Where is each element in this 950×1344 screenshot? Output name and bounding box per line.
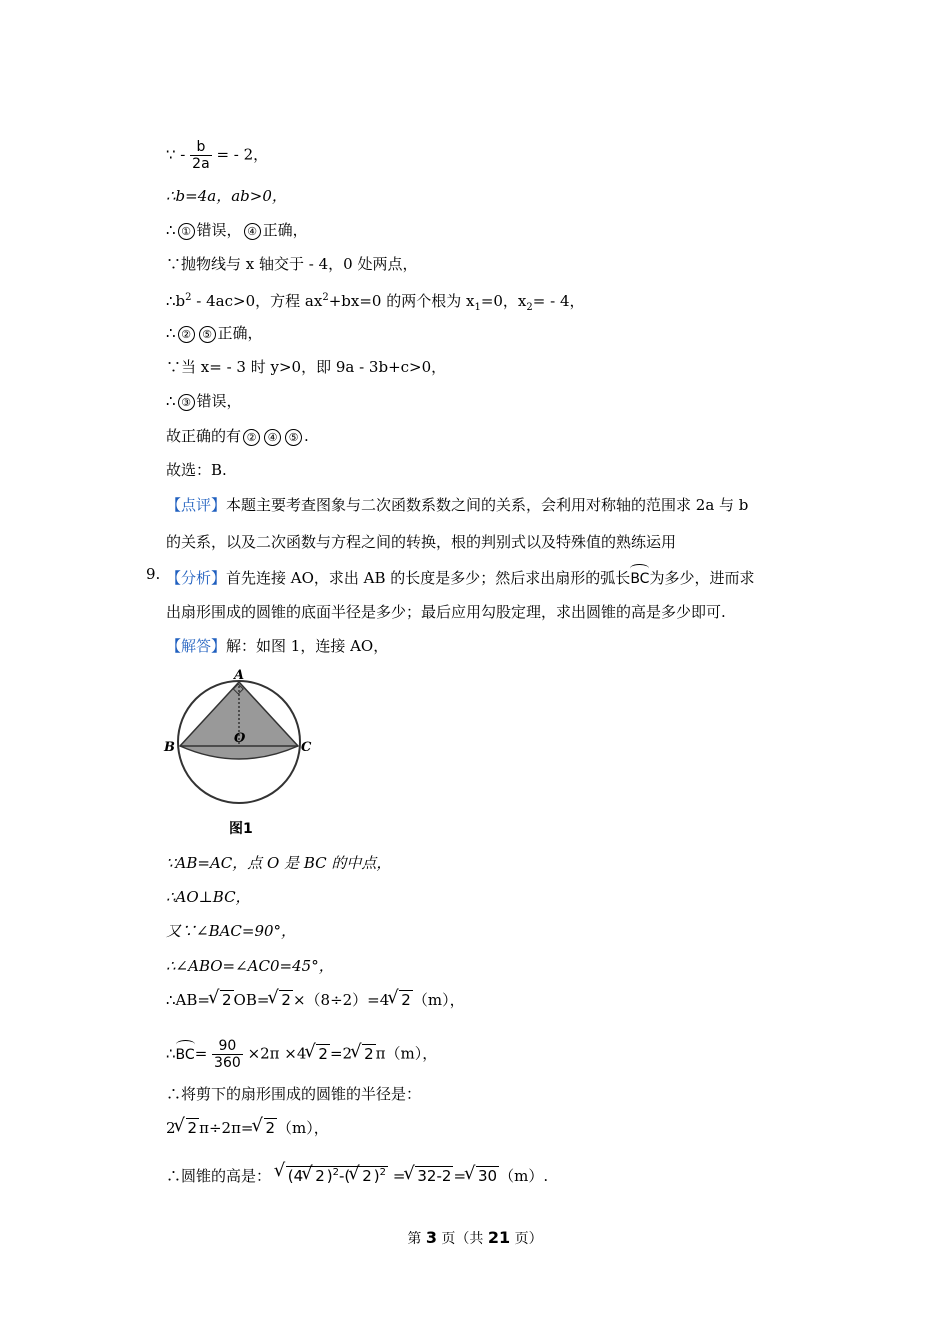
line-radius-label: ∴将剪下的扇形围成的圆锥的半径是： [166, 1085, 422, 1103]
line-x-minus-3: ∵当 x= - 3 时 y>0，即 9a - 3b+c>0， [166, 358, 447, 376]
comment-tag: 【点评】 [166, 496, 227, 514]
figure-caption: 图1 [229, 821, 253, 837]
question-number: 9. [146, 565, 161, 583]
figure-label-c: C [301, 740, 312, 755]
answer-tag: 【解答】 [166, 637, 227, 655]
comment-line-1: 【点评】本题主要考查图象与二次函数系数之间的关系，会利用对称轴的范围求 2a 与 b [166, 496, 749, 514]
line-3: ∴ ③ 错误， [166, 392, 242, 410]
line-arc-length: ∴BC= $\frac{90}{360}$ ×2π ×4√ 2 =2√ 2 π（m）， [166, 1038, 437, 1071]
analysis-line-1: 【分析】首先连接 AO，求出 AB 的长度是多少；然后求出扇形的弧长BC为多少，进而求 [166, 565, 754, 589]
line-ab-ac: ∵AB=AC，点 O 是 BC 的中点， [166, 854, 392, 872]
line-ab-value: ∴AB=√ 2 OB=√ 2 ×（8÷2）=4√ 2 （m）， [166, 990, 465, 1010]
answer-line-1: 【解答】解：如图 1，连接 AO， [166, 637, 389, 655]
line-parabola: ∵抛物线与 x 轴交于 - 4，0 处两点， [166, 255, 418, 273]
line-abo: ∴∠ABO=∠AC0=45°， [166, 957, 334, 975]
figure-1 [160, 662, 330, 842]
figure-label-b: B [164, 740, 175, 755]
analysis-tag: 【分析】 [166, 569, 227, 587]
line-ao-perp: ∴AO⊥BC， [166, 888, 251, 906]
page-footer: 第 3 页（共 21 页） [407, 1228, 543, 1247]
line-1-4: ∴ ① 错误， ④ 正确， [166, 221, 308, 239]
line-2-5: ∴ ② ⑤ 正确， [166, 324, 263, 342]
comment-line-2: 的关系，以及二次函数与方程之间的转换，根的判别式以及特殊值的熟练运用 [166, 533, 677, 551]
figure-label-a: A [234, 668, 245, 683]
line-correct: 故正确的有 ② ④ ⑤ . [166, 427, 309, 445]
line-vertex-eq: ∵ - $\frac{b}{2a}$ = - 2， [166, 139, 269, 172]
line-discriminant: $\therefore b^2 - 4ac>0$，方程 $ax^2+bx=0$ 的两个根为 $x_1=0$，$x_2= - 4$， [166, 292, 585, 313]
line-choice: 故选：B. [166, 461, 227, 479]
line-b-4a: ∴b=4a，ab>0， [166, 187, 287, 205]
figure-label-o: O [234, 731, 246, 746]
line-bac: 又∵∠BAC=90°， [166, 922, 297, 940]
analysis-line-2: 出扇形围成的圆锥的底面半径是多少；最后应用勾股定理，求出圆锥的高是多少即可. [166, 603, 726, 621]
line-radius-value: 2√ 2 π÷2π=√ 2 （m）， [166, 1118, 329, 1138]
line-height: ∴圆锥的高是： √ (4√ 2 )$^2$-(√ 2 )$^2$ =√ 32-2 =√ 30 （m）. [166, 1163, 548, 1186]
fraction-b-2a: $\frac{b}{2a}$ [192, 139, 210, 172]
